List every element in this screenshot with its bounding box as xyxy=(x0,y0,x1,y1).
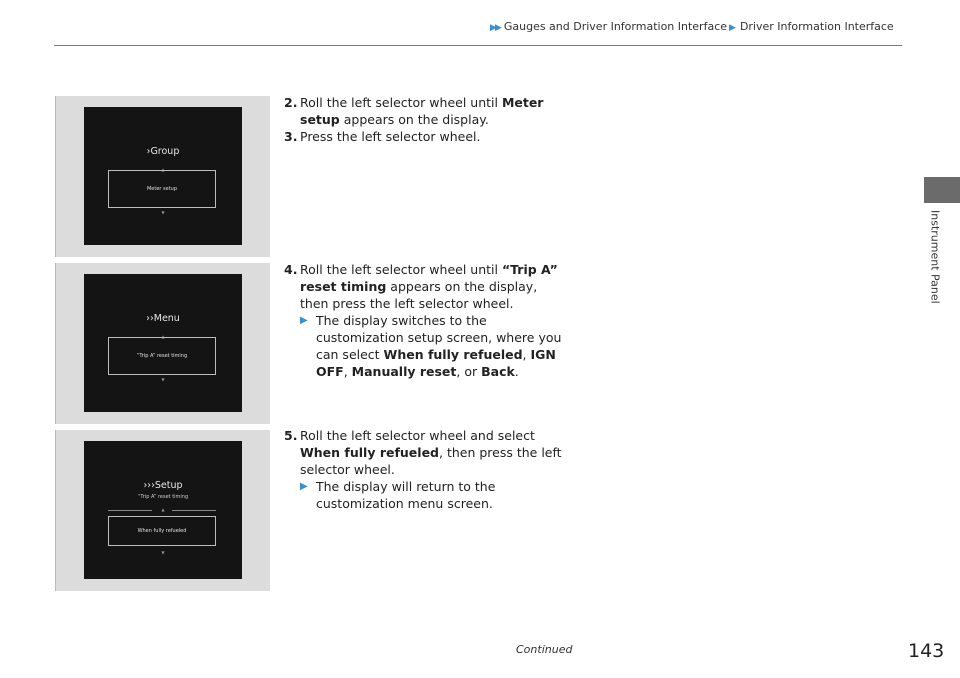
screen-title: ›Group xyxy=(146,146,180,157)
step-text: Press the left selector wheel. xyxy=(300,129,481,144)
screen-title: ››Menu xyxy=(146,313,180,324)
step-number: 4. xyxy=(284,262,298,277)
chevron-right-icon: ›› xyxy=(146,313,154,324)
step-number: 2. xyxy=(284,95,298,110)
screen-subtitle: “Trip A” reset timing xyxy=(137,494,189,500)
breadcrumb-subsection: Driver Information Interface xyxy=(739,20,894,33)
display-screen xyxy=(84,441,242,579)
up-arrow-icon: ▲ xyxy=(161,167,165,172)
breadcrumb-section: Gauges and Driver Information Interface xyxy=(503,20,728,33)
selected-item-box: Meter setup xyxy=(108,170,216,208)
header-rule xyxy=(54,45,902,46)
selected-item-box: When fully refueled xyxy=(108,516,216,546)
step-3 xyxy=(284,128,569,145)
chevron-right-icon: › xyxy=(146,146,151,157)
step-text: Roll the left selector wheel and select When fully refueled, then press the left selector wheel. xyxy=(300,428,562,477)
page-number: 143 xyxy=(908,640,945,662)
display-screen xyxy=(84,107,242,245)
step-number: 3. xyxy=(284,129,298,144)
continued-note: Continued xyxy=(516,643,573,656)
step-4 xyxy=(284,261,569,380)
step-number: 5. xyxy=(284,428,298,443)
step-result: ▶ The display switches to the customization setup screen, where you can select When fully refueled, IGN OFF, Manually reset, or Back. xyxy=(300,313,562,379)
divider xyxy=(108,510,152,511)
display-screen xyxy=(84,274,242,412)
screen-title: ›››Setup xyxy=(143,480,183,491)
step-result: ▶ The display will return to the customization menu screen. xyxy=(300,479,496,511)
double-triangle-right-icon: ▶▶ xyxy=(490,23,500,33)
triangle-right-icon: ▶ xyxy=(729,23,736,33)
step-2 xyxy=(284,94,569,128)
display-figure-group xyxy=(55,96,270,257)
breadcrumb xyxy=(490,20,901,36)
up-arrow-icon: ▲ xyxy=(161,507,165,512)
up-arrow-icon: ▲ xyxy=(161,334,165,339)
divider xyxy=(172,510,216,511)
down-arrow-icon: ▼ xyxy=(161,377,165,382)
chevron-right-icon: ››› xyxy=(143,480,155,491)
step-text: Roll the left selector wheel until “Trip A” reset timing appears on the display, then press the left selector wheel. xyxy=(300,262,558,311)
display-figure-menu xyxy=(55,263,270,424)
chapter-label: Instrument Panel xyxy=(928,210,942,304)
down-arrow-icon: ▼ xyxy=(161,550,165,555)
display-figure-setup xyxy=(55,430,270,591)
step-5 xyxy=(284,427,569,512)
result-arrow-icon: ▶ xyxy=(300,481,308,492)
chapter-tab xyxy=(924,177,960,203)
result-arrow-icon: ▶ xyxy=(300,315,308,326)
step-text: Roll the left selector wheel until Meter setup appears on the display. xyxy=(300,95,544,127)
selected-item-box: “Trip A” reset timing xyxy=(108,337,216,375)
down-arrow-icon: ▼ xyxy=(161,210,165,215)
